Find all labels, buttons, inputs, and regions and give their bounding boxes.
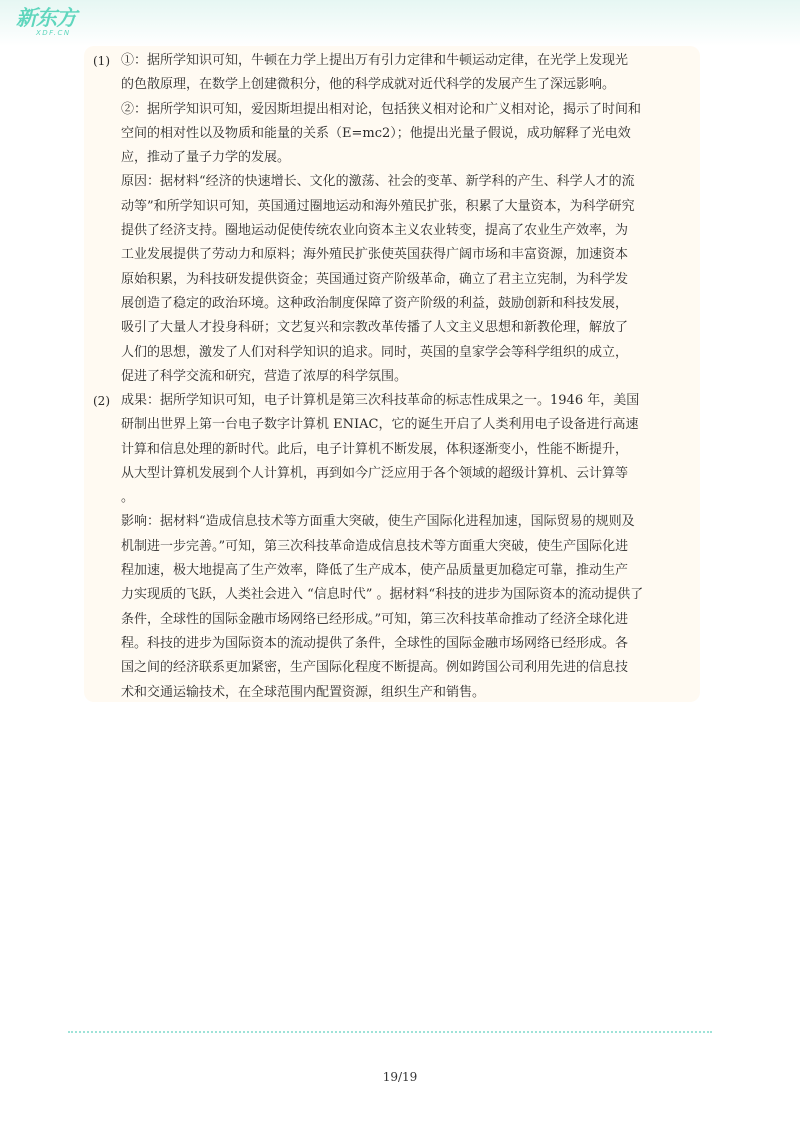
text-line: 吸引了大量人才投身科研；文艺复兴和宗教改革传播了人文主义思想和新教伦理，解放了 bbox=[121, 320, 629, 336]
text-line: 人们的思想，激发了人们对科学知识的追求。同时，英国的皇家学会等科学组织的成立， bbox=[121, 344, 629, 360]
text-line: 应，推动了量子力学的发展。 bbox=[121, 150, 291, 166]
text-line: 提供了经济支持。圈地运动促使传统农业向资本主义农业转变，提高了农业生产效率，为 bbox=[121, 223, 629, 239]
text-line: 条件，全球性的国际金融市场网络已经形成。”可知，第三次科技革命推动了经济全球化进 bbox=[121, 611, 629, 627]
header-band bbox=[0, 0, 800, 46]
page-number: 19/19 bbox=[382, 1070, 418, 1084]
text-line: 成果：据所学知识可知，电子计算机是第三次科技革命的标志性成果之一。1946 年，美国 bbox=[121, 393, 640, 408]
answer-block-2 bbox=[93, 389, 703, 709]
footer-divider bbox=[68, 1031, 712, 1033]
text-line: 展创造了稳定的政治环境。这种政治制度保障了资产阶级的利益，鼓励创新和科技发展， bbox=[121, 295, 629, 311]
text-line: 工业发展提供了劳动力和原料；海外殖民扩张使英国获得广阔市场和丰富资源，加速资本 bbox=[121, 247, 629, 263]
text-line: 研制出世界上第一台电子数字计算机 ENIAC，它的诞生开启了人类利用电子设备进行高速 bbox=[121, 417, 639, 433]
text-line: 促进了科学交流和研究，营造了浓厚的科学氛围。 bbox=[121, 368, 408, 384]
text-line: 影响：据材料“造成信息技术等方面重大突破，使生产国际化进程加速，国际贸易的规则及 bbox=[121, 514, 635, 530]
question-number: (1) bbox=[93, 54, 110, 68]
logo bbox=[16, 6, 94, 40]
text-line: ①：据所学知识可知，牛顿在力学上提出万有引力定律和牛顿运动定律，在光学上发现光 bbox=[121, 53, 629, 68]
question-number: (2) bbox=[93, 394, 110, 408]
text-line: 原因：据材料“经济的快速增长、文化的激荡、社会的变革、新学科的产生、科学人才的流 bbox=[121, 174, 635, 190]
text-line: 的色散原理，在数学上创建微积分，他的科学成就对近代科学的发展产生了深远影响。 bbox=[121, 77, 616, 93]
text-line: 。 bbox=[121, 490, 135, 506]
answer-text bbox=[121, 49, 703, 389]
logo-cn-text: 新东方 bbox=[16, 6, 76, 30]
text-line: ②：据所学知识可知，爱因斯坦提出相对论，包括狭义相对论和广义相对论，揭示了时间和 bbox=[121, 101, 642, 117]
text-line: 力实现质的飞跃，人类社会进入 “信息时代” 。据材料“科技的进步为国际资本的流动提供了 bbox=[121, 587, 644, 603]
text-line: 程加速，极大地提高了生产效率，降低了生产成本，使产品质量更加稳定可靠，推动生产 bbox=[121, 563, 629, 579]
text-line: 国之间的经济联系更加紧密，生产国际化程度不断提高。例如跨国公司利用先进的信息技 bbox=[121, 660, 629, 676]
text-line: 原始积累，为科技研发提供资金；英国通过资产阶级革命，确立了君主立宪制，为科学发 bbox=[121, 271, 629, 287]
logo-en-text: XDF.CN bbox=[36, 29, 71, 37]
text-line: 程。科技的进步为国际资本的流动提供了条件，全球性的国际金融市场网络已经形成。各 bbox=[121, 635, 629, 651]
answer-text bbox=[121, 389, 703, 705]
text-line: 空间的相对性以及物质和能量的关系（E=mc2）；他提出光量子假说，成功解释了光电效 bbox=[121, 125, 631, 141]
text-line: 术和交通运输技术，在全球范围内配置资源，组织生产和销售。 bbox=[121, 684, 486, 700]
text-line: 机制进一步完善。”可知，第三次科技革命造成信息技术等方面重大突破，使生产国际化进 bbox=[121, 538, 629, 554]
text-line: 动等”和所学知识可知，英国通过圈地运动和海外殖民扩张，积累了大量资本，为科学研究 bbox=[121, 198, 635, 214]
answer-block-1 bbox=[93, 49, 703, 389]
text-line: 计算和信息处理的新时代。此后，电子计算机不断发展，体积逐渐变小，性能不断提升， bbox=[121, 441, 629, 457]
text-line: 从大型计算机发展到个人计算机，再到如今广泛应用于各个领域的超级计算机、云计算等 bbox=[121, 465, 629, 481]
